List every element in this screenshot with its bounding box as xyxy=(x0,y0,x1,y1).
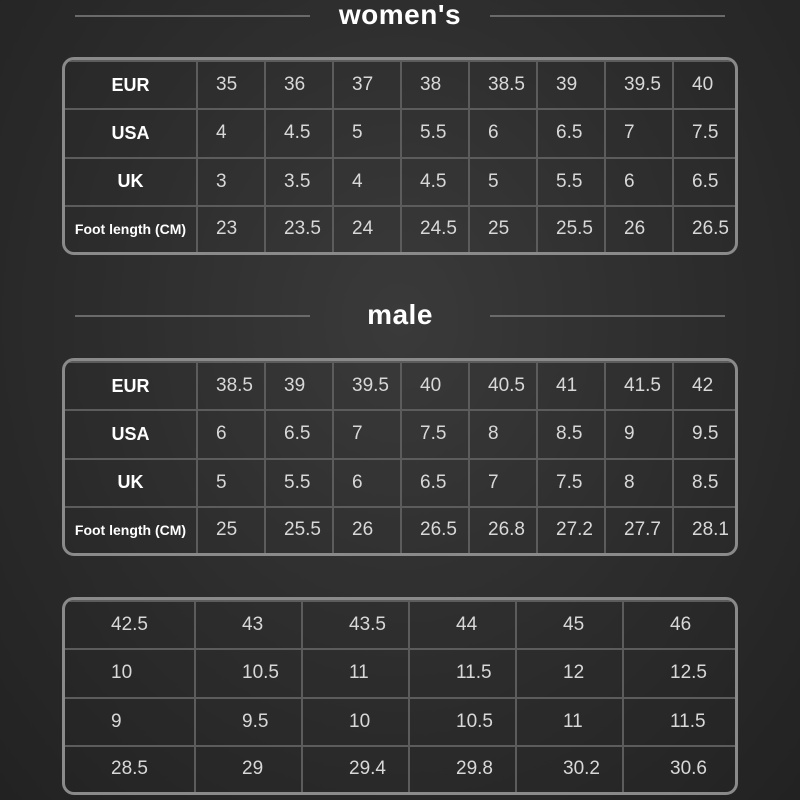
size-cell: 9.5 xyxy=(673,410,738,458)
size-cell: 24 xyxy=(333,206,401,252)
size-cell: 36 xyxy=(265,61,333,109)
size-cell: 3.5 xyxy=(265,158,333,206)
size-cell: 37 xyxy=(333,61,401,109)
women-size-table xyxy=(62,57,738,255)
size-cell: 39.5 xyxy=(333,362,401,410)
row-header: USA xyxy=(65,109,197,157)
size-cell: 41 xyxy=(537,362,605,410)
size-cell: 39.5 xyxy=(605,61,673,109)
divider-line-left xyxy=(75,15,310,17)
size-cell: 26.5 xyxy=(401,507,469,553)
size-cell: 9.5 xyxy=(195,698,302,746)
size-cell: 7.5 xyxy=(401,410,469,458)
size-cell: 11.5 xyxy=(409,649,516,697)
size-cell: 45 xyxy=(516,601,623,649)
size-cell: 42.5 xyxy=(65,601,195,649)
size-cell: 25 xyxy=(469,206,537,252)
divider-line-left xyxy=(75,315,310,317)
size-cell: 6.5 xyxy=(265,410,333,458)
size-cell: 27.7 xyxy=(605,507,673,553)
size-cell: 27.2 xyxy=(537,507,605,553)
size-cell: 40.5 xyxy=(469,362,537,410)
size-cell: 38.5 xyxy=(469,61,537,109)
women-section-title: women's xyxy=(338,0,462,30)
size-cell: 40 xyxy=(401,362,469,410)
size-cell: 23.5 xyxy=(265,206,333,252)
women-section-header xyxy=(0,0,800,35)
size-cell: 12.5 xyxy=(623,649,735,697)
table-row xyxy=(65,507,738,553)
size-cell: 44 xyxy=(409,601,516,649)
size-cell: 8 xyxy=(605,459,673,507)
male-extended-size-table xyxy=(62,597,738,795)
size-cell: 12 xyxy=(516,649,623,697)
size-cell: 38 xyxy=(401,61,469,109)
table-row xyxy=(65,459,738,507)
size-cell: 11.5 xyxy=(623,698,735,746)
table-row xyxy=(65,698,735,746)
size-cell: 7.5 xyxy=(673,109,738,157)
size-cell: 30.2 xyxy=(516,746,623,792)
size-cell: 25.5 xyxy=(537,206,605,252)
size-cell: 25 xyxy=(197,507,265,553)
size-cell: 6 xyxy=(333,459,401,507)
size-cell: 7 xyxy=(333,410,401,458)
size-cell: 43 xyxy=(195,601,302,649)
size-cell: 6 xyxy=(469,109,537,157)
size-cell: 6 xyxy=(197,410,265,458)
size-cell: 7 xyxy=(469,459,537,507)
size-cell: 5.5 xyxy=(537,158,605,206)
size-cell: 24.5 xyxy=(401,206,469,252)
size-cell: 6.5 xyxy=(673,158,738,206)
size-cell: 23 xyxy=(197,206,265,252)
row-header: Foot length (CM) xyxy=(65,507,197,553)
size-cell: 9 xyxy=(605,410,673,458)
size-cell: 26.8 xyxy=(469,507,537,553)
size-cell: 4.5 xyxy=(265,109,333,157)
size-cell: 10.5 xyxy=(409,698,516,746)
size-cell: 38.5 xyxy=(197,362,265,410)
table-row xyxy=(65,601,735,649)
size-cell: 35 xyxy=(197,61,265,109)
row-header: Foot length (CM) xyxy=(65,206,197,252)
row-header: EUR xyxy=(65,362,197,410)
table-row xyxy=(65,61,738,109)
size-cell: 10 xyxy=(302,698,409,746)
size-cell: 26 xyxy=(605,206,673,252)
table-row xyxy=(65,746,735,792)
size-cell: 6 xyxy=(605,158,673,206)
table-row xyxy=(65,206,738,252)
size-cell: 29.4 xyxy=(302,746,409,792)
size-cell: 28.1 xyxy=(673,507,738,553)
size-cell: 10.5 xyxy=(195,649,302,697)
row-header: UK xyxy=(65,158,197,206)
size-cell: 29 xyxy=(195,746,302,792)
divider-line-right xyxy=(490,315,725,317)
size-cell: 8.5 xyxy=(673,459,738,507)
size-cell: 46 xyxy=(623,601,735,649)
size-cell: 43.5 xyxy=(302,601,409,649)
size-cell: 11 xyxy=(302,649,409,697)
size-cell: 5 xyxy=(469,158,537,206)
size-cell: 5.5 xyxy=(401,109,469,157)
size-cell: 7 xyxy=(605,109,673,157)
male-size-table xyxy=(62,358,738,556)
table-row xyxy=(65,649,735,697)
male-section-title: male xyxy=(367,299,433,330)
size-cell: 25.5 xyxy=(265,507,333,553)
size-cell: 8 xyxy=(469,410,537,458)
table-row xyxy=(65,410,738,458)
row-header: USA xyxy=(65,410,197,458)
size-cell: 30.6 xyxy=(623,746,735,792)
row-header: UK xyxy=(65,459,197,507)
size-cell: 28.5 xyxy=(65,746,195,792)
size-cell: 6.5 xyxy=(401,459,469,507)
size-cell: 5.5 xyxy=(265,459,333,507)
size-cell: 7.5 xyxy=(537,459,605,507)
size-cell: 4 xyxy=(197,109,265,157)
table-row xyxy=(65,362,738,410)
size-cell: 40 xyxy=(673,61,738,109)
size-cell: 5 xyxy=(197,459,265,507)
table-row xyxy=(65,158,738,206)
size-cell: 11 xyxy=(516,698,623,746)
size-cell: 3 xyxy=(197,158,265,206)
divider-line-right xyxy=(490,15,725,17)
size-cell: 10 xyxy=(65,649,195,697)
size-cell: 4.5 xyxy=(401,158,469,206)
size-cell: 26.5 xyxy=(673,206,738,252)
size-cell: 6.5 xyxy=(537,109,605,157)
size-cell: 8.5 xyxy=(537,410,605,458)
size-cell: 39 xyxy=(265,362,333,410)
male-section-header xyxy=(0,295,800,335)
row-header: EUR xyxy=(65,61,197,109)
size-cell: 9 xyxy=(65,698,195,746)
size-cell: 42 xyxy=(673,362,738,410)
size-cell: 29.8 xyxy=(409,746,516,792)
size-cell: 26 xyxy=(333,507,401,553)
size-cell: 41.5 xyxy=(605,362,673,410)
size-cell: 39 xyxy=(537,61,605,109)
size-cell: 5 xyxy=(333,109,401,157)
size-cell: 4 xyxy=(333,158,401,206)
table-row xyxy=(65,109,738,157)
